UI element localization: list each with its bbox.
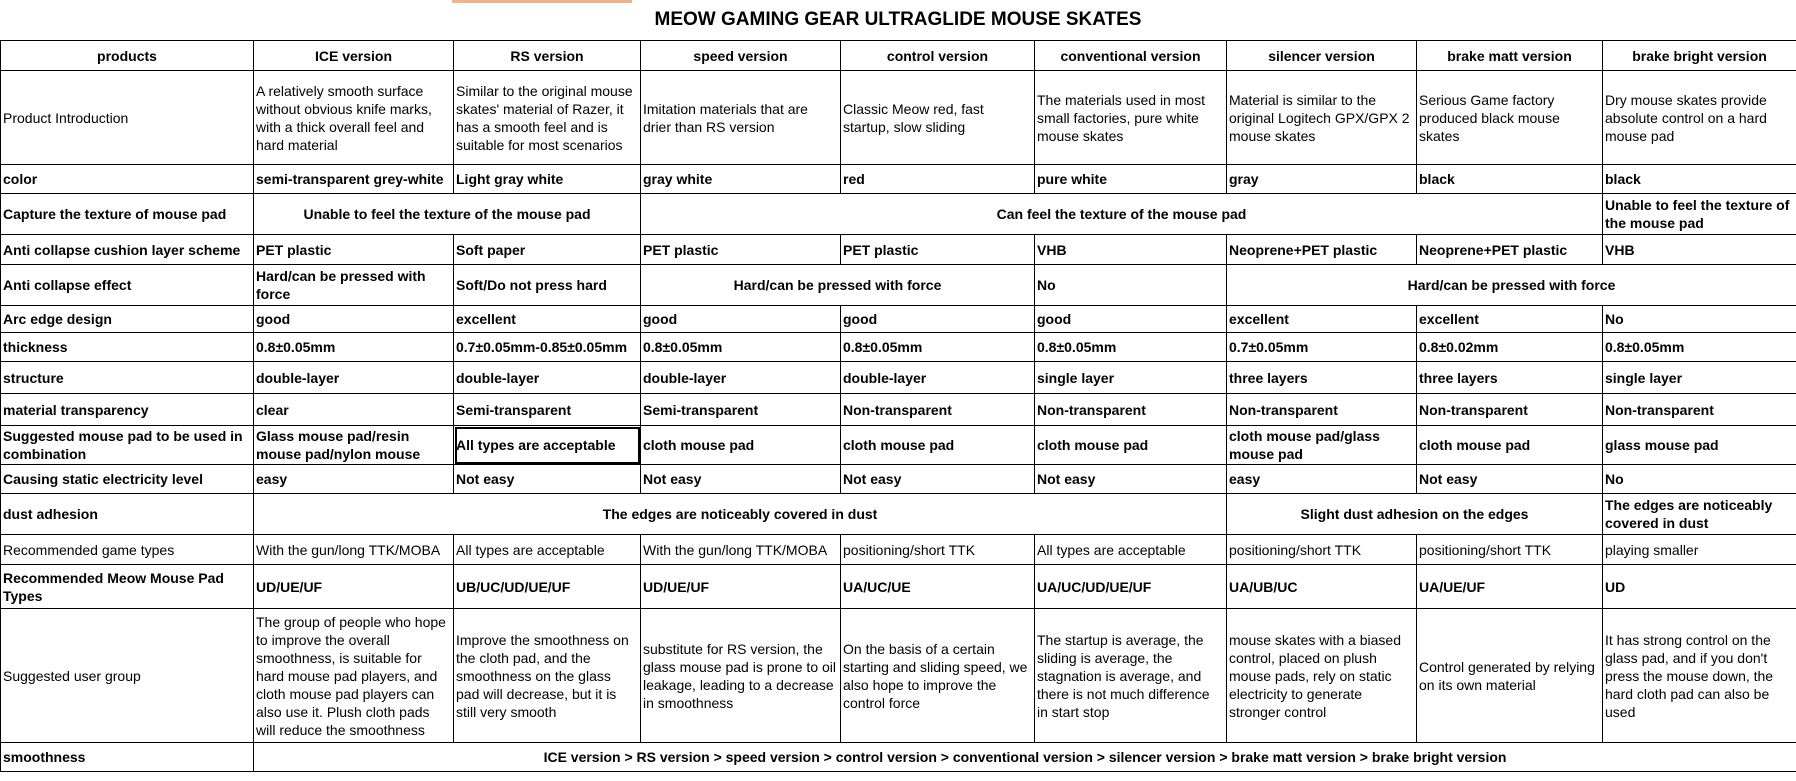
table-cell[interactable]: double-layer [254, 362, 454, 394]
row-label[interactable]: Product Introduction [1, 71, 254, 165]
merged-cell[interactable]: The edges are noticeably covered in dust [254, 494, 1227, 535]
table-cell[interactable]: Non-transparent [1227, 394, 1417, 426]
merged-cell[interactable]: Hard/can be pressed with force [641, 265, 1035, 306]
table-cell[interactable]: double-layer [454, 362, 641, 394]
table-cell[interactable]: Soft paper [454, 235, 641, 265]
table-cell[interactable]: playing smaller [1603, 535, 1796, 565]
merged-cell[interactable]: ICE version > RS version > speed version > control version > conventional version > silencer version > brake matt version > brake bright version [254, 743, 1796, 772]
merged-cell[interactable]: Unable to feel the texture of the mouse pad [254, 194, 641, 235]
table-cell[interactable]: With the gun/long TTK/MOBA [641, 535, 841, 565]
table-cell[interactable]: mouse skates with a biased control, placed on plush mouse pads, rely on static electricity to generate stronger control [1227, 609, 1417, 743]
table-cell[interactable]: On the basis of a certain starting and sliding speed, we also hope to improve the control force [841, 609, 1035, 743]
table-cell[interactable]: cloth mouse pad/glass mouse pad [1227, 426, 1417, 465]
row-label[interactable]: Recommended Meow Mouse Pad Types [1, 565, 254, 609]
table-cell[interactable]: Glass mouse pad/resin mouse pad/nylon mouse [254, 426, 454, 465]
table-cell[interactable]: good [254, 306, 454, 333]
table-cell[interactable]: Neoprene+PET plastic [1417, 235, 1603, 265]
row-label[interactable]: Anti collapse effect [1, 265, 254, 306]
row-label[interactable]: Anti collapse cushion layer scheme [1, 235, 254, 265]
table-cell[interactable]: 0.8±0.05mm [841, 333, 1035, 362]
table-row [1, 494, 1796, 535]
table-cell[interactable]: double-layer [841, 362, 1035, 394]
table-row [1, 362, 1796, 394]
row-label[interactable]: structure [1, 362, 254, 394]
table-cell[interactable]: black [1603, 165, 1796, 194]
table-cell[interactable]: cloth mouse pad [841, 426, 1035, 465]
table-cell[interactable]: Not easy [1035, 465, 1227, 494]
table-cell[interactable]: UD/UE/UF [254, 565, 454, 609]
table-cell[interactable]: No [1603, 465, 1796, 494]
table-row [1, 465, 1796, 494]
table-cell[interactable]: PET plastic [254, 235, 454, 265]
table-cell[interactable]: UA/UE/UF [1417, 565, 1603, 609]
table-cell[interactable]: Non-transparent [1603, 394, 1796, 426]
table-cell[interactable]: Semi-transparent [454, 394, 641, 426]
table-row [1, 743, 1796, 772]
table-cell[interactable]: A relatively smooth surface without obvious knife marks, with a thick overall feel and hard material [254, 71, 454, 165]
merged-cell[interactable]: Slight dust adhesion on the edges [1227, 494, 1603, 535]
header-row [1, 41, 1796, 71]
table-cell[interactable]: No [1035, 265, 1227, 306]
table-cell[interactable]: With the gun/long TTK/MOBA [254, 535, 454, 565]
table-cell[interactable]: UA/UC/UD/UE/UF [1035, 565, 1227, 609]
header-cell[interactable]: products [1, 41, 254, 71]
table-cell[interactable]: cloth mouse pad [641, 426, 841, 465]
table-cell[interactable]: Material is similar to the original Logitech GPX/GPX 2 mouse skates [1227, 71, 1417, 165]
comparison-table [0, 40, 1796, 772]
table-cell[interactable]: No [1603, 306, 1796, 333]
table-cell[interactable]: Not easy [1417, 465, 1603, 494]
table-cell[interactable]: Not easy [454, 465, 641, 494]
table-cell[interactable]: excellent [454, 306, 641, 333]
table-cell[interactable]: easy [254, 465, 454, 494]
table-cell[interactable]: 0.8±0.05mm [1035, 333, 1227, 362]
table-cell[interactable]: three layers [1417, 362, 1603, 394]
table-cell[interactable]: semi-transparent grey-white [254, 165, 454, 194]
table-cell[interactable]: Non-transparent [841, 394, 1035, 426]
table-cell[interactable]: Neoprene+PET plastic [1227, 235, 1417, 265]
row-label[interactable]: Recommended game types [1, 535, 254, 565]
table-cell[interactable]: The group of people who hope to improve the overall smoothness, is suitable for hard mouse pad players, and cloth mouse pad players can also use it. Plush cloth pads will reduce the smoothness [254, 609, 454, 743]
table-cell[interactable]: PET plastic [641, 235, 841, 265]
table-cell[interactable]: 0.8±0.05mm [641, 333, 841, 362]
table-cell[interactable]: VHB [1603, 235, 1796, 265]
table-cell[interactable]: Similar to the original mouse skates' material of Razer, it has a smooth feel and is suitable for most scenarios [454, 71, 641, 165]
row-label[interactable]: smoothness [1, 743, 254, 772]
table-row [1, 235, 1796, 265]
merged-cell[interactable]: Can feel the texture of the mouse pad [641, 194, 1603, 235]
table-cell[interactable]: glass mouse pad [1603, 426, 1796, 465]
table-cell[interactable]: gray white [641, 165, 841, 194]
table-cell[interactable]: UA/UB/UC [1227, 565, 1417, 609]
table-cell[interactable]: Unable to feel the texture of the mouse pad [1603, 194, 1796, 235]
row-label[interactable]: color [1, 165, 254, 194]
table-row [1, 394, 1796, 426]
table-cell[interactable]: UD [1603, 565, 1796, 609]
table-cell[interactable]: Serious Game factory produced black mouse skates [1417, 71, 1603, 165]
table-cell[interactable]: UD/UE/UF [641, 565, 841, 609]
table-cell[interactable]: Light gray white [454, 165, 641, 194]
table-cell[interactable]: VHB [1035, 235, 1227, 265]
row-label[interactable]: thickness [1, 333, 254, 362]
table-cell[interactable]: Not easy [641, 465, 841, 494]
table-cell[interactable]: good [841, 306, 1035, 333]
table-cell[interactable]: clear [254, 394, 454, 426]
table-cell[interactable]: single layer [1035, 362, 1227, 394]
table-cell[interactable]: black [1417, 165, 1603, 194]
table-row [1, 165, 1796, 194]
header-cell[interactable]: speed version [641, 41, 841, 71]
table-cell[interactable]: The edges are noticeably covered in dust [1603, 494, 1796, 535]
table-cell[interactable]: All types are acceptable [454, 535, 641, 565]
table-cell[interactable]: single layer [1603, 362, 1796, 394]
table-cell[interactable]: good [641, 306, 841, 333]
header-cell[interactable]: silencer version [1227, 41, 1417, 71]
row-label[interactable]: Capture the texture of mouse pad [1, 194, 254, 235]
header-cell[interactable]: control version [841, 41, 1035, 71]
table-cell[interactable]: Not easy [841, 465, 1035, 494]
table-cell[interactable]: 0.8±0.05mm [1603, 333, 1796, 362]
row-label[interactable]: Causing static electricity level [1, 465, 254, 494]
row-label[interactable]: dust adhesion [1, 494, 254, 535]
header-cell[interactable]: conventional version [1035, 41, 1227, 71]
table-cell[interactable]: Dry mouse skates provide absolute control on a hard mouse pad [1603, 71, 1796, 165]
table-cell[interactable]: All types are acceptable [1035, 535, 1227, 565]
table-cell[interactable]: 0.8±0.02mm [1417, 333, 1603, 362]
table-cell[interactable]: UA/UC/UE [841, 565, 1035, 609]
table-cell[interactable]: UB/UC/UD/UE/UF [454, 565, 641, 609]
row-label[interactable]: Arc edge design [1, 306, 254, 333]
table-cell[interactable]: pure white [1035, 165, 1227, 194]
table-cell[interactable]: Non-transparent [1417, 394, 1603, 426]
table-cell[interactable]: The materials used in most small factories, pure white mouse skates [1035, 71, 1227, 165]
header-cell[interactable]: brake matt version [1417, 41, 1603, 71]
table-cell[interactable]: double-layer [641, 362, 841, 394]
table-cell[interactable]: easy [1227, 465, 1417, 494]
table-cell[interactable]: The startup is average, the sliding is average, the stagnation is average, and there is not much difference in start stop [1035, 609, 1227, 743]
row-label[interactable]: Suggested user group [1, 609, 254, 743]
table-cell[interactable]: cloth mouse pad [1417, 426, 1603, 465]
table-row [1, 426, 1796, 465]
row-label[interactable]: material transparency [1, 394, 254, 426]
table-cell[interactable]: excellent [1227, 306, 1417, 333]
table-cell[interactable]: PET plastic [841, 235, 1035, 265]
row-label[interactable]: Suggested mouse pad to be used in combination [1, 426, 254, 465]
table-cell[interactable]: 0.7±0.05mm-0.85±0.05mm [454, 333, 641, 362]
header-cell[interactable]: ICE version [254, 41, 454, 71]
table-cell[interactable]: Soft/Do not press hard [454, 265, 641, 306]
table-cell[interactable]: three layers [1227, 362, 1417, 394]
sheet-title: MEOW GAMING GEAR ULTRAGLIDE MOUSE SKATES [0, 0, 1796, 41]
table-row [1, 535, 1796, 565]
header-cell[interactable]: RS version [454, 41, 641, 71]
table-cell[interactable]: Control generated by relying on its own material [1417, 609, 1603, 743]
table-cell[interactable]: positioning/short TTK [841, 535, 1035, 565]
table-cell[interactable]: good [1035, 306, 1227, 333]
table-cell[interactable]: Classic Meow red, fast startup, slow sliding [841, 71, 1035, 165]
table-row [1, 333, 1796, 362]
table-cell[interactable]: positioning/short TTK [1417, 535, 1603, 565]
table-row [1, 565, 1796, 609]
table-cell[interactable]: Semi-transparent [641, 394, 841, 426]
table-cell[interactable]: Non-transparent [1035, 394, 1227, 426]
table-cell[interactable]: It has strong control on the glass pad, and if you don't press the mouse down, the hard cloth pad can also be used [1603, 609, 1796, 743]
table-cell[interactable]: Imitation materials that are drier than RS version [641, 71, 841, 165]
selected-cell[interactable]: All types are acceptable [454, 426, 641, 465]
table-cell[interactable]: positioning/short TTK [1227, 535, 1417, 565]
merged-cell[interactable]: Hard/can be pressed with force [1227, 265, 1796, 306]
table-row [1, 194, 1796, 235]
table-cell[interactable]: gray [1227, 165, 1417, 194]
table-cell[interactable]: 0.8±0.05mm [254, 333, 454, 362]
table-cell[interactable]: substitute for RS version, the glass mouse pad is prone to oil leakage, leading to a decrease in smoothness [641, 609, 841, 743]
table-cell[interactable]: cloth mouse pad [1035, 426, 1227, 465]
table-cell[interactable]: Improve the smoothness on the cloth pad, and the smoothness on the glass pad will decrease, but it is still very smooth [454, 609, 641, 743]
table-row [1, 306, 1796, 333]
header-cell[interactable]: brake bright version [1603, 41, 1796, 71]
table-row [1, 265, 1796, 306]
table-row [1, 609, 1796, 743]
table-cell[interactable]: red [841, 165, 1035, 194]
table-cell[interactable]: 0.7±0.05mm [1227, 333, 1417, 362]
table-row [1, 71, 1796, 165]
table-cell[interactable]: Hard/can be pressed with force [254, 265, 454, 306]
table-cell[interactable]: excellent [1417, 306, 1603, 333]
